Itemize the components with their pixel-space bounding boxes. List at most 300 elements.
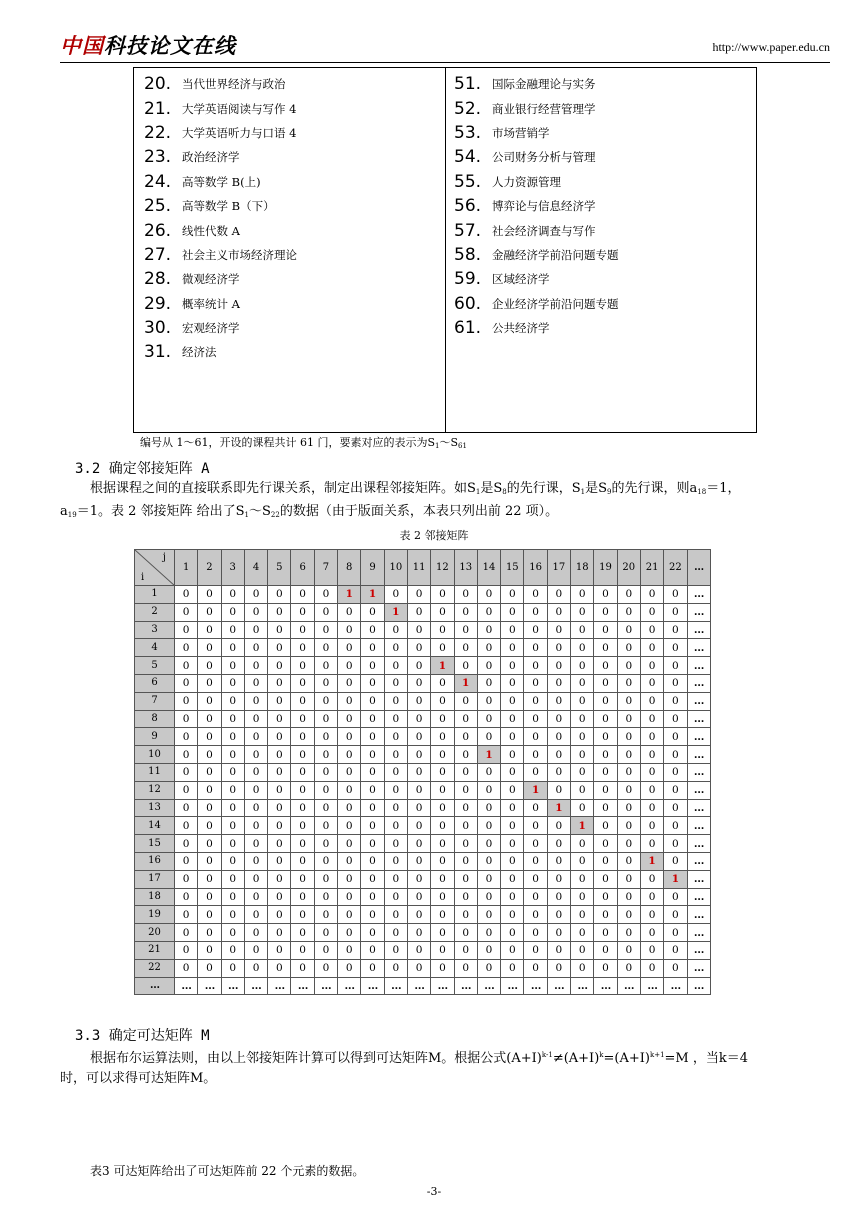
matrix-cell-one: 1 bbox=[431, 657, 454, 675]
matrix-cell: 0 bbox=[524, 674, 547, 692]
matrix-cell: 0 bbox=[524, 817, 547, 835]
matrix-cell: 0 bbox=[268, 781, 291, 799]
matrix-cell: 0 bbox=[291, 852, 314, 870]
matrix-cell: 0 bbox=[244, 817, 267, 835]
matrix-cell: 0 bbox=[407, 710, 430, 728]
matrix-cell-one: 1 bbox=[547, 799, 570, 817]
matrix-cell: 0 bbox=[571, 603, 594, 621]
matrix-cell: 0 bbox=[175, 710, 198, 728]
matrix-cell: 0 bbox=[361, 835, 384, 853]
course-number: 22. bbox=[144, 122, 172, 143]
course-number: 27. bbox=[144, 244, 172, 265]
course-item bbox=[454, 243, 619, 267]
ellipsis-cell: … bbox=[687, 977, 710, 995]
course-item bbox=[144, 72, 297, 96]
matrix-cell: 0 bbox=[431, 852, 454, 870]
matrix-cell: 0 bbox=[640, 835, 663, 853]
matrix-cell: 0 bbox=[291, 728, 314, 746]
matrix-cell: 0 bbox=[175, 763, 198, 781]
matrix-cell: 0 bbox=[617, 710, 640, 728]
matrix-cell: 0 bbox=[291, 835, 314, 853]
row-header: 1 bbox=[135, 586, 175, 604]
matrix-cell: 0 bbox=[640, 817, 663, 835]
matrix-cell: 0 bbox=[291, 710, 314, 728]
matrix-cell: 0 bbox=[268, 586, 291, 604]
course-number: 25. bbox=[144, 196, 172, 217]
course-name: 人力资源管理 bbox=[492, 174, 561, 189]
matrix-cell: 0 bbox=[314, 924, 337, 942]
matrix-cell: 0 bbox=[524, 692, 547, 710]
matrix-cell: 0 bbox=[338, 817, 361, 835]
matrix-cell: 0 bbox=[454, 799, 477, 817]
matrix-cell: 0 bbox=[384, 746, 407, 764]
matrix-cell: 0 bbox=[361, 746, 384, 764]
matrix-cell: 0 bbox=[501, 586, 524, 604]
matrix-cell: 0 bbox=[244, 888, 267, 906]
matrix-cell: 0 bbox=[338, 924, 361, 942]
matrix-cell: 0 bbox=[664, 710, 687, 728]
matrix-cell: 0 bbox=[454, 959, 477, 977]
site-logo: 中国科技论文在线 bbox=[60, 34, 236, 58]
matrix-cell: 0 bbox=[291, 799, 314, 817]
column-header: 19 bbox=[594, 550, 617, 586]
matrix-cell: 0 bbox=[664, 692, 687, 710]
matrix-cell: 0 bbox=[314, 746, 337, 764]
column-header: 18 bbox=[571, 550, 594, 586]
matrix-cell: 0 bbox=[431, 621, 454, 639]
course-item bbox=[144, 316, 297, 340]
matrix-cell: 0 bbox=[664, 781, 687, 799]
matrix-cell: 0 bbox=[454, 924, 477, 942]
matrix-cell: 0 bbox=[547, 692, 570, 710]
matrix-cell: 0 bbox=[571, 763, 594, 781]
matrix-cell: 0 bbox=[594, 870, 617, 888]
matrix-cell: 0 bbox=[244, 621, 267, 639]
matrix-cell: 0 bbox=[594, 586, 617, 604]
matrix-cell: 0 bbox=[617, 924, 640, 942]
matrix-cell: 0 bbox=[524, 639, 547, 657]
matrix-cell: 0 bbox=[175, 586, 198, 604]
matrix-cell: 0 bbox=[314, 959, 337, 977]
matrix-cell: 0 bbox=[617, 621, 640, 639]
matrix-cell: 0 bbox=[407, 799, 430, 817]
course-name: 线性代数 A bbox=[182, 223, 240, 238]
site-url[interactable]: http://www.paper.edu.cn bbox=[712, 40, 830, 54]
course-name: 大学英语听力与口语 4 bbox=[182, 125, 297, 140]
course-name: 公司财务分析与管理 bbox=[492, 150, 596, 165]
matrix-cell: 0 bbox=[477, 852, 500, 870]
matrix-cell: 0 bbox=[361, 888, 384, 906]
matrix-cell: 0 bbox=[338, 603, 361, 621]
matrix-cell: 0 bbox=[244, 906, 267, 924]
matrix-cell: 0 bbox=[664, 586, 687, 604]
matrix-cell: 0 bbox=[571, 959, 594, 977]
matrix-row bbox=[135, 674, 711, 692]
matrix-cell: 0 bbox=[175, 692, 198, 710]
matrix-cell: 0 bbox=[524, 906, 547, 924]
matrix-cell: 0 bbox=[664, 835, 687, 853]
matrix-cell: 0 bbox=[291, 906, 314, 924]
matrix-cell: 0 bbox=[198, 959, 221, 977]
matrix-cell: 0 bbox=[640, 781, 663, 799]
course-number: 26. bbox=[144, 220, 172, 241]
course-number: 31. bbox=[144, 342, 172, 363]
matrix-cell: 0 bbox=[664, 852, 687, 870]
ellipsis-cell: … bbox=[501, 977, 524, 995]
ellipsis-cell: … bbox=[384, 977, 407, 995]
ellipsis-cell: … bbox=[664, 977, 687, 995]
matrix-cell: 0 bbox=[454, 781, 477, 799]
matrix-row bbox=[135, 924, 711, 942]
matrix-row bbox=[135, 603, 711, 621]
matrix-cell: 0 bbox=[501, 603, 524, 621]
matrix-cell: 0 bbox=[244, 799, 267, 817]
course-number: 23. bbox=[144, 147, 172, 168]
ellipsis-cell: … bbox=[687, 870, 710, 888]
matrix-cell: 0 bbox=[384, 710, 407, 728]
matrix-cell: 0 bbox=[431, 674, 454, 692]
matrix-cell: 0 bbox=[547, 888, 570, 906]
ellipsis-cell: … bbox=[687, 586, 710, 604]
matrix-cell: 0 bbox=[571, 781, 594, 799]
matrix-cell: 0 bbox=[407, 870, 430, 888]
course-item bbox=[454, 267, 619, 291]
matrix-cell: 0 bbox=[477, 621, 500, 639]
matrix-cell: 0 bbox=[384, 906, 407, 924]
matrix-cell: 0 bbox=[617, 817, 640, 835]
matrix-cell: 0 bbox=[524, 603, 547, 621]
ellipsis-cell: … bbox=[477, 977, 500, 995]
matrix-cell: 0 bbox=[338, 906, 361, 924]
matrix-cell: 0 bbox=[338, 781, 361, 799]
matrix-cell: 0 bbox=[384, 959, 407, 977]
matrix-cell: 0 bbox=[221, 763, 244, 781]
matrix-cell: 0 bbox=[407, 763, 430, 781]
matrix-cell: 0 bbox=[664, 657, 687, 675]
course-column-right bbox=[454, 72, 619, 340]
matrix-cell: 0 bbox=[431, 728, 454, 746]
matrix-cell: 0 bbox=[617, 603, 640, 621]
course-name: 区域经济学 bbox=[492, 272, 550, 287]
matrix-cell: 0 bbox=[221, 621, 244, 639]
matrix-cell: 0 bbox=[617, 639, 640, 657]
matrix-cell: 0 bbox=[221, 674, 244, 692]
matrix-cell: 0 bbox=[221, 781, 244, 799]
matrix-cell: 0 bbox=[524, 763, 547, 781]
matrix-cell: 0 bbox=[501, 746, 524, 764]
matrix-cell: 0 bbox=[617, 692, 640, 710]
course-item bbox=[144, 340, 297, 364]
matrix-row bbox=[135, 817, 711, 835]
matrix-cell: 0 bbox=[175, 888, 198, 906]
matrix-row bbox=[135, 763, 711, 781]
ellipsis-cell: … bbox=[338, 977, 361, 995]
matrix-cell: 0 bbox=[454, 586, 477, 604]
matrix-cell: 0 bbox=[547, 710, 570, 728]
row-header: 4 bbox=[135, 639, 175, 657]
matrix-cell: 0 bbox=[477, 710, 500, 728]
matrix-cell: 0 bbox=[407, 959, 430, 977]
ellipsis-cell: … bbox=[687, 781, 710, 799]
course-item bbox=[144, 267, 297, 291]
matrix-cell: 0 bbox=[594, 674, 617, 692]
matrix-cell: 0 bbox=[524, 959, 547, 977]
matrix-cell: 0 bbox=[501, 941, 524, 959]
column-header: 5 bbox=[268, 550, 291, 586]
matrix-cell: 0 bbox=[664, 906, 687, 924]
matrix-cell: 0 bbox=[477, 870, 500, 888]
matrix-cell: 0 bbox=[571, 728, 594, 746]
matrix-cell: 0 bbox=[198, 710, 221, 728]
matrix-cell: 0 bbox=[384, 763, 407, 781]
matrix-cell: 0 bbox=[338, 799, 361, 817]
matrix-cell: 0 bbox=[547, 586, 570, 604]
matrix-cell: 0 bbox=[338, 835, 361, 853]
ellipsis-cell: … bbox=[244, 977, 267, 995]
matrix-cell: 0 bbox=[384, 835, 407, 853]
matrix-cell: 0 bbox=[198, 835, 221, 853]
matrix-cell: 0 bbox=[594, 603, 617, 621]
matrix-cell: 0 bbox=[244, 692, 267, 710]
ellipsis-cell: … bbox=[175, 977, 198, 995]
matrix-row bbox=[135, 710, 711, 728]
matrix-cell: 0 bbox=[384, 870, 407, 888]
matrix-cell: 0 bbox=[547, 674, 570, 692]
matrix-cell: 0 bbox=[268, 835, 291, 853]
matrix-cell: 0 bbox=[314, 835, 337, 853]
ellipsis-cell: … bbox=[687, 799, 710, 817]
matrix-cell: 0 bbox=[198, 888, 221, 906]
matrix-cell: 0 bbox=[361, 941, 384, 959]
column-header: 8 bbox=[338, 550, 361, 586]
matrix-cell: 0 bbox=[361, 817, 384, 835]
ellipsis-cell: … bbox=[454, 977, 477, 995]
row-header: 14 bbox=[135, 817, 175, 835]
matrix-cell: 0 bbox=[571, 924, 594, 942]
matrix-cell: 0 bbox=[175, 852, 198, 870]
matrix-cell: 0 bbox=[175, 639, 198, 657]
matrix-cell: 0 bbox=[291, 692, 314, 710]
matrix-row bbox=[135, 781, 711, 799]
matrix-cell: 0 bbox=[594, 888, 617, 906]
matrix-cell: 0 bbox=[477, 674, 500, 692]
matrix-cell: 0 bbox=[291, 870, 314, 888]
matrix-cell-one: 1 bbox=[664, 870, 687, 888]
course-number: 24. bbox=[144, 171, 172, 192]
ellipsis-cell: … bbox=[407, 977, 430, 995]
matrix-cell: 0 bbox=[361, 657, 384, 675]
matrix-cell: 0 bbox=[314, 852, 337, 870]
matrix-cell: 0 bbox=[477, 781, 500, 799]
matrix-row bbox=[135, 746, 711, 764]
matrix-cell: 0 bbox=[664, 924, 687, 942]
course-number: 58. bbox=[454, 244, 482, 265]
row-header: 6 bbox=[135, 674, 175, 692]
course-item bbox=[144, 96, 297, 120]
course-number: 29. bbox=[144, 293, 172, 314]
column-header: 20 bbox=[617, 550, 640, 586]
column-axis-label: j bbox=[162, 552, 166, 563]
matrix-cell: 0 bbox=[664, 817, 687, 835]
course-item bbox=[454, 121, 619, 145]
matrix-cell: 0 bbox=[407, 674, 430, 692]
matrix-cell-one: 1 bbox=[361, 586, 384, 604]
course-item bbox=[454, 316, 619, 340]
matrix-cell: 0 bbox=[268, 888, 291, 906]
matrix-cell: 0 bbox=[547, 852, 570, 870]
matrix-cell: 0 bbox=[547, 870, 570, 888]
matrix-cell: 0 bbox=[291, 657, 314, 675]
matrix-cell: 0 bbox=[361, 852, 384, 870]
matrix-cell: 0 bbox=[314, 586, 337, 604]
row-header: 22 bbox=[135, 959, 175, 977]
matrix-cell: 0 bbox=[268, 657, 291, 675]
ellipsis-cell: … bbox=[687, 710, 710, 728]
matrix-cell: 0 bbox=[501, 817, 524, 835]
matrix-cell: 0 bbox=[664, 621, 687, 639]
matrix-cell: 0 bbox=[454, 870, 477, 888]
matrix-cell: 0 bbox=[640, 924, 663, 942]
matrix-cell: 0 bbox=[617, 657, 640, 675]
matrix-cell: 0 bbox=[407, 603, 430, 621]
matrix-cell: 0 bbox=[571, 941, 594, 959]
course-name: 社会经济调查与写作 bbox=[492, 223, 596, 238]
matrix-cell: 0 bbox=[617, 799, 640, 817]
matrix-cell: 0 bbox=[547, 959, 570, 977]
course-number: 60. bbox=[454, 293, 482, 314]
matrix-cell: 0 bbox=[314, 728, 337, 746]
matrix-cell: 0 bbox=[477, 906, 500, 924]
course-number: 61. bbox=[454, 318, 482, 339]
course-number: 56. bbox=[454, 196, 482, 217]
matrix-cell: 0 bbox=[291, 888, 314, 906]
matrix-cell-one: 1 bbox=[571, 817, 594, 835]
matrix-cell: 0 bbox=[361, 621, 384, 639]
ellipsis-cell: … bbox=[687, 639, 710, 657]
matrix-cell: 0 bbox=[594, 763, 617, 781]
matrix-cell: 0 bbox=[175, 674, 198, 692]
column-header: 2 bbox=[198, 550, 221, 586]
matrix-cell: 0 bbox=[244, 657, 267, 675]
matrix-cell: 0 bbox=[361, 639, 384, 657]
course-name: 公共经济学 bbox=[492, 321, 550, 336]
course-item bbox=[144, 145, 297, 169]
column-header: 6 bbox=[291, 550, 314, 586]
matrix-cell: 0 bbox=[640, 692, 663, 710]
matrix-cell: 0 bbox=[571, 852, 594, 870]
matrix-cell: 0 bbox=[664, 959, 687, 977]
matrix-cell: 0 bbox=[314, 763, 337, 781]
matrix-cell: 0 bbox=[524, 941, 547, 959]
matrix-cell: 0 bbox=[361, 924, 384, 942]
matrix-cell: 0 bbox=[407, 657, 430, 675]
matrix-cell: 0 bbox=[198, 870, 221, 888]
matrix-cell: 0 bbox=[338, 674, 361, 692]
matrix-cell: 0 bbox=[477, 639, 500, 657]
matrix-cell: 0 bbox=[268, 959, 291, 977]
ellipsis-cell: … bbox=[268, 977, 291, 995]
matrix-cell: 0 bbox=[454, 906, 477, 924]
matrix-row bbox=[135, 977, 711, 995]
ellipsis-cell: … bbox=[687, 746, 710, 764]
ellipsis-cell: … bbox=[687, 674, 710, 692]
matrix-cell: 0 bbox=[244, 710, 267, 728]
matrix-cell: 0 bbox=[640, 728, 663, 746]
matrix-cell: 0 bbox=[314, 941, 337, 959]
matrix-cell: 0 bbox=[547, 639, 570, 657]
course-item bbox=[454, 96, 619, 120]
matrix-cell: 0 bbox=[244, 586, 267, 604]
row-header: 16 bbox=[135, 852, 175, 870]
matrix-cell: 0 bbox=[617, 746, 640, 764]
course-list-box bbox=[133, 67, 757, 433]
ellipsis-cell: … bbox=[687, 835, 710, 853]
matrix-cell: 0 bbox=[384, 941, 407, 959]
row-header: 13 bbox=[135, 799, 175, 817]
matrix-cell: 0 bbox=[175, 870, 198, 888]
matrix-cell: 0 bbox=[431, 781, 454, 799]
matrix-cell: 0 bbox=[221, 941, 244, 959]
course-number: 20. bbox=[144, 74, 172, 95]
matrix-cell: 0 bbox=[384, 639, 407, 657]
matrix-cell: 0 bbox=[407, 639, 430, 657]
matrix-cell: 0 bbox=[407, 835, 430, 853]
matrix-cell: 0 bbox=[268, 674, 291, 692]
matrix-cell: 0 bbox=[314, 870, 337, 888]
course-number: 28. bbox=[144, 269, 172, 290]
ellipsis-cell: … bbox=[687, 852, 710, 870]
matrix-cell: 0 bbox=[501, 692, 524, 710]
matrix-cell: 0 bbox=[361, 674, 384, 692]
matrix-cell: 0 bbox=[640, 959, 663, 977]
course-name: 概率统计 A bbox=[182, 296, 240, 311]
matrix-row bbox=[135, 799, 711, 817]
matrix-cell: 0 bbox=[617, 888, 640, 906]
ellipsis-cell: … bbox=[687, 924, 710, 942]
matrix-cell: 0 bbox=[198, 852, 221, 870]
matrix-cell: 0 bbox=[477, 657, 500, 675]
matrix-cell: 0 bbox=[524, 728, 547, 746]
matrix-cell-one: 1 bbox=[454, 674, 477, 692]
matrix-cell: 0 bbox=[477, 728, 500, 746]
course-name: 大学英语阅读与写作 4 bbox=[182, 101, 297, 116]
course-item bbox=[454, 170, 619, 194]
matrix-cell: 0 bbox=[664, 763, 687, 781]
matrix-cell: 0 bbox=[501, 835, 524, 853]
matrix-cell: 0 bbox=[617, 906, 640, 924]
matrix-cell: 0 bbox=[384, 657, 407, 675]
matrix-cell: 0 bbox=[221, 888, 244, 906]
matrix-cell: 0 bbox=[221, 924, 244, 942]
course-name: 高等数学 B(上) bbox=[182, 174, 261, 189]
column-header: … bbox=[687, 550, 710, 586]
ellipsis-cell: … bbox=[687, 621, 710, 639]
matrix-cell: 0 bbox=[198, 781, 221, 799]
matrix-cell: 0 bbox=[454, 639, 477, 657]
numbering-note: 编号从 1～61，开设的课程共计 61 门，要素对应的表示为$S_1\sim S_{61}$ bbox=[140, 436, 467, 450]
matrix-cell: 0 bbox=[571, 870, 594, 888]
matrix-cell: 0 bbox=[221, 639, 244, 657]
matrix-cell: 0 bbox=[477, 692, 500, 710]
matrix-cell: 0 bbox=[454, 941, 477, 959]
ellipsis-cell: … bbox=[640, 977, 663, 995]
matrix-cell: 0 bbox=[338, 639, 361, 657]
matrix-cell-one: 1 bbox=[640, 852, 663, 870]
matrix-row bbox=[135, 657, 711, 675]
matrix-cell: 0 bbox=[175, 781, 198, 799]
matrix-cell: 0 bbox=[640, 941, 663, 959]
matrix-cell: 0 bbox=[221, 603, 244, 621]
